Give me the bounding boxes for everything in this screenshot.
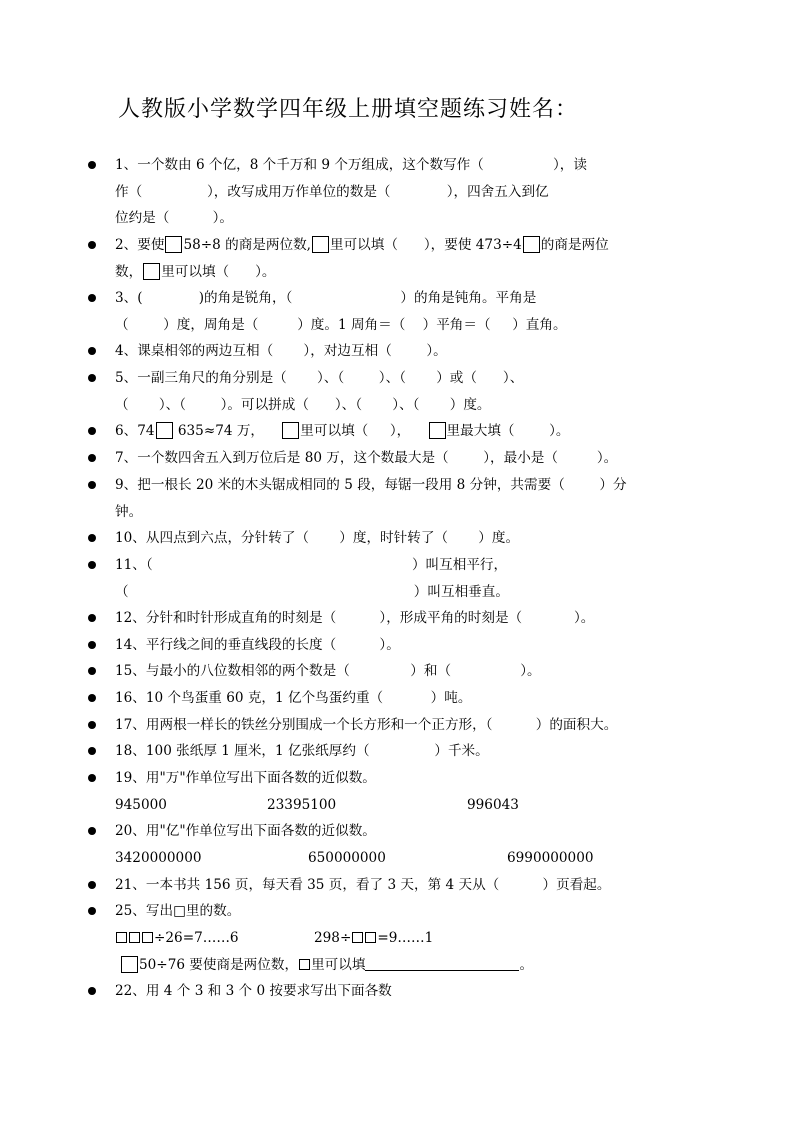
division-expression: 50÷76 要使商是两位数， 里可以填 。 [120,952,533,979]
blank-box[interactable] [142,932,153,943]
bullet [88,987,96,995]
bullet [88,881,96,889]
number-item: 945000 [115,797,167,813]
question-7: 7、一个数四舍五入到万位后是 80 万，这个数最大是（ ），最小是（ ）。 [88,445,617,472]
bullet [88,481,96,489]
question-18: 18、100 张纸厚 1 厘米，1 亿张纸厚约（ ）千米。 [88,738,489,765]
blank-box[interactable] [299,959,310,970]
question-16: 16、10 个鸟蛋重 60 克，1 亿个鸟蛋约重（ ）吨。 [88,685,471,712]
question-20: 20、用"亿"作单位写出下面各数的近似数。 [88,818,376,845]
blank-box[interactable] [165,236,182,253]
question-11: 11、（ ）叫互相平行， （ ）叫互相垂直。 [88,552,509,605]
bullet [88,427,96,435]
blank-box[interactable] [352,932,363,943]
question-19: 19、用"万"作单位写出下面各数的近似数。 [88,765,376,792]
number-item: 3420000000 [115,850,202,866]
blank-box[interactable] [116,932,127,943]
bullet [88,374,96,382]
bullet [88,241,96,249]
question-6: 6、74 635≈74 万， 里可以填（ ）， 里最大填（ ）。 [88,418,569,445]
question-14: 14、平行线之间的垂直线段的长度（ ）。 [88,632,400,659]
question-21: 21、一本书共 156 页，每天看 35 页，看了 3 天，第 4 天从（ ）页看起。 [88,872,610,899]
bullet [88,454,96,462]
blank-box[interactable] [312,236,329,253]
blank-box[interactable] [282,422,299,439]
bullet [88,907,96,915]
blank-box[interactable] [121,956,138,973]
question-4: 4、课桌相邻的两边互相（ ），对边互相（ ）。 [88,338,447,365]
bullet [88,641,96,649]
bullet [88,347,96,355]
blank-box[interactable] [365,932,376,943]
bullet [88,827,96,835]
bullet [88,694,96,702]
answer-line[interactable] [365,956,519,971]
bullet [88,747,96,755]
division-expression: 298÷ =9……1 [314,930,434,946]
question-15: 15、与最小的八位数相邻的两个数是（ ）和（ ）。 [88,658,541,685]
blank-box[interactable] [429,422,446,439]
blank-box[interactable] [129,932,140,943]
question-12: 12、分针和时针形成直角的时刻是（ ），形成平角的时刻是（ ）。 [88,605,594,632]
bullet [88,667,96,675]
number-item: 23395100 [267,797,337,813]
bullet [88,534,96,542]
bullet [88,161,96,169]
question-5: 5、一副三角尺的角分别是（ ）、（ ）、（ ）或（ ）、 （ ）、（ ）。可以拼成（ ）、（ ）、（ ）度。 [88,365,523,418]
bullet [88,721,96,729]
question-25: 25、写出□里的数。 [88,898,240,925]
question-2: 2、要使 58÷8 的商是两位数, 里可以填（ ），要使 473÷4 的商是两位 数， 里可以填（ ）。 [88,232,609,285]
page-title: 人教版小学数学四年级上册填空题练习姓名： [118,97,579,122]
blank-box[interactable] [156,422,173,439]
question-17: 17、用两根一样长的铁丝分别围成一个长方形和一个正方形，（ ）的面积大。 [88,712,617,739]
question-1: 1、一个数由 6 个亿，8 个千万和 9 个万组成，这个数写作（ ），读 作（ ），改写成用万作单位的数是（ ），四舍五入到亿 位约是（ ）。 [88,152,587,232]
question-9: 9、把一根长 20 米的木头锯成相同的 5 段，每锯一段用 8 分钟，共需要（ ）分 钟。 [88,472,627,525]
question-3: 3、( )的角是锐角，（ ）的角是钝角。平角是 （ ）度，周角是（ ）度。1 周角＝（ ）平角＝（ ）直角。 [88,285,567,338]
number-item: 996043 [467,797,519,813]
bullet [88,294,96,302]
division-expression: ÷26=7……6 [115,925,239,952]
bullet [88,774,96,782]
number-item: 650000000 [308,850,386,866]
number-item: 6990000000 [507,850,594,866]
blank-box[interactable] [523,236,540,253]
blank-box[interactable] [143,263,160,280]
question-10: 10、从四点到六点，分针转了（ ）度，时针转了（ ）度。 [88,525,519,552]
bullet [88,614,96,622]
question-22: 22、用 4 个 3 和 3 个 0 按要求写出下面各数 [88,978,392,1005]
bullet [88,561,96,569]
